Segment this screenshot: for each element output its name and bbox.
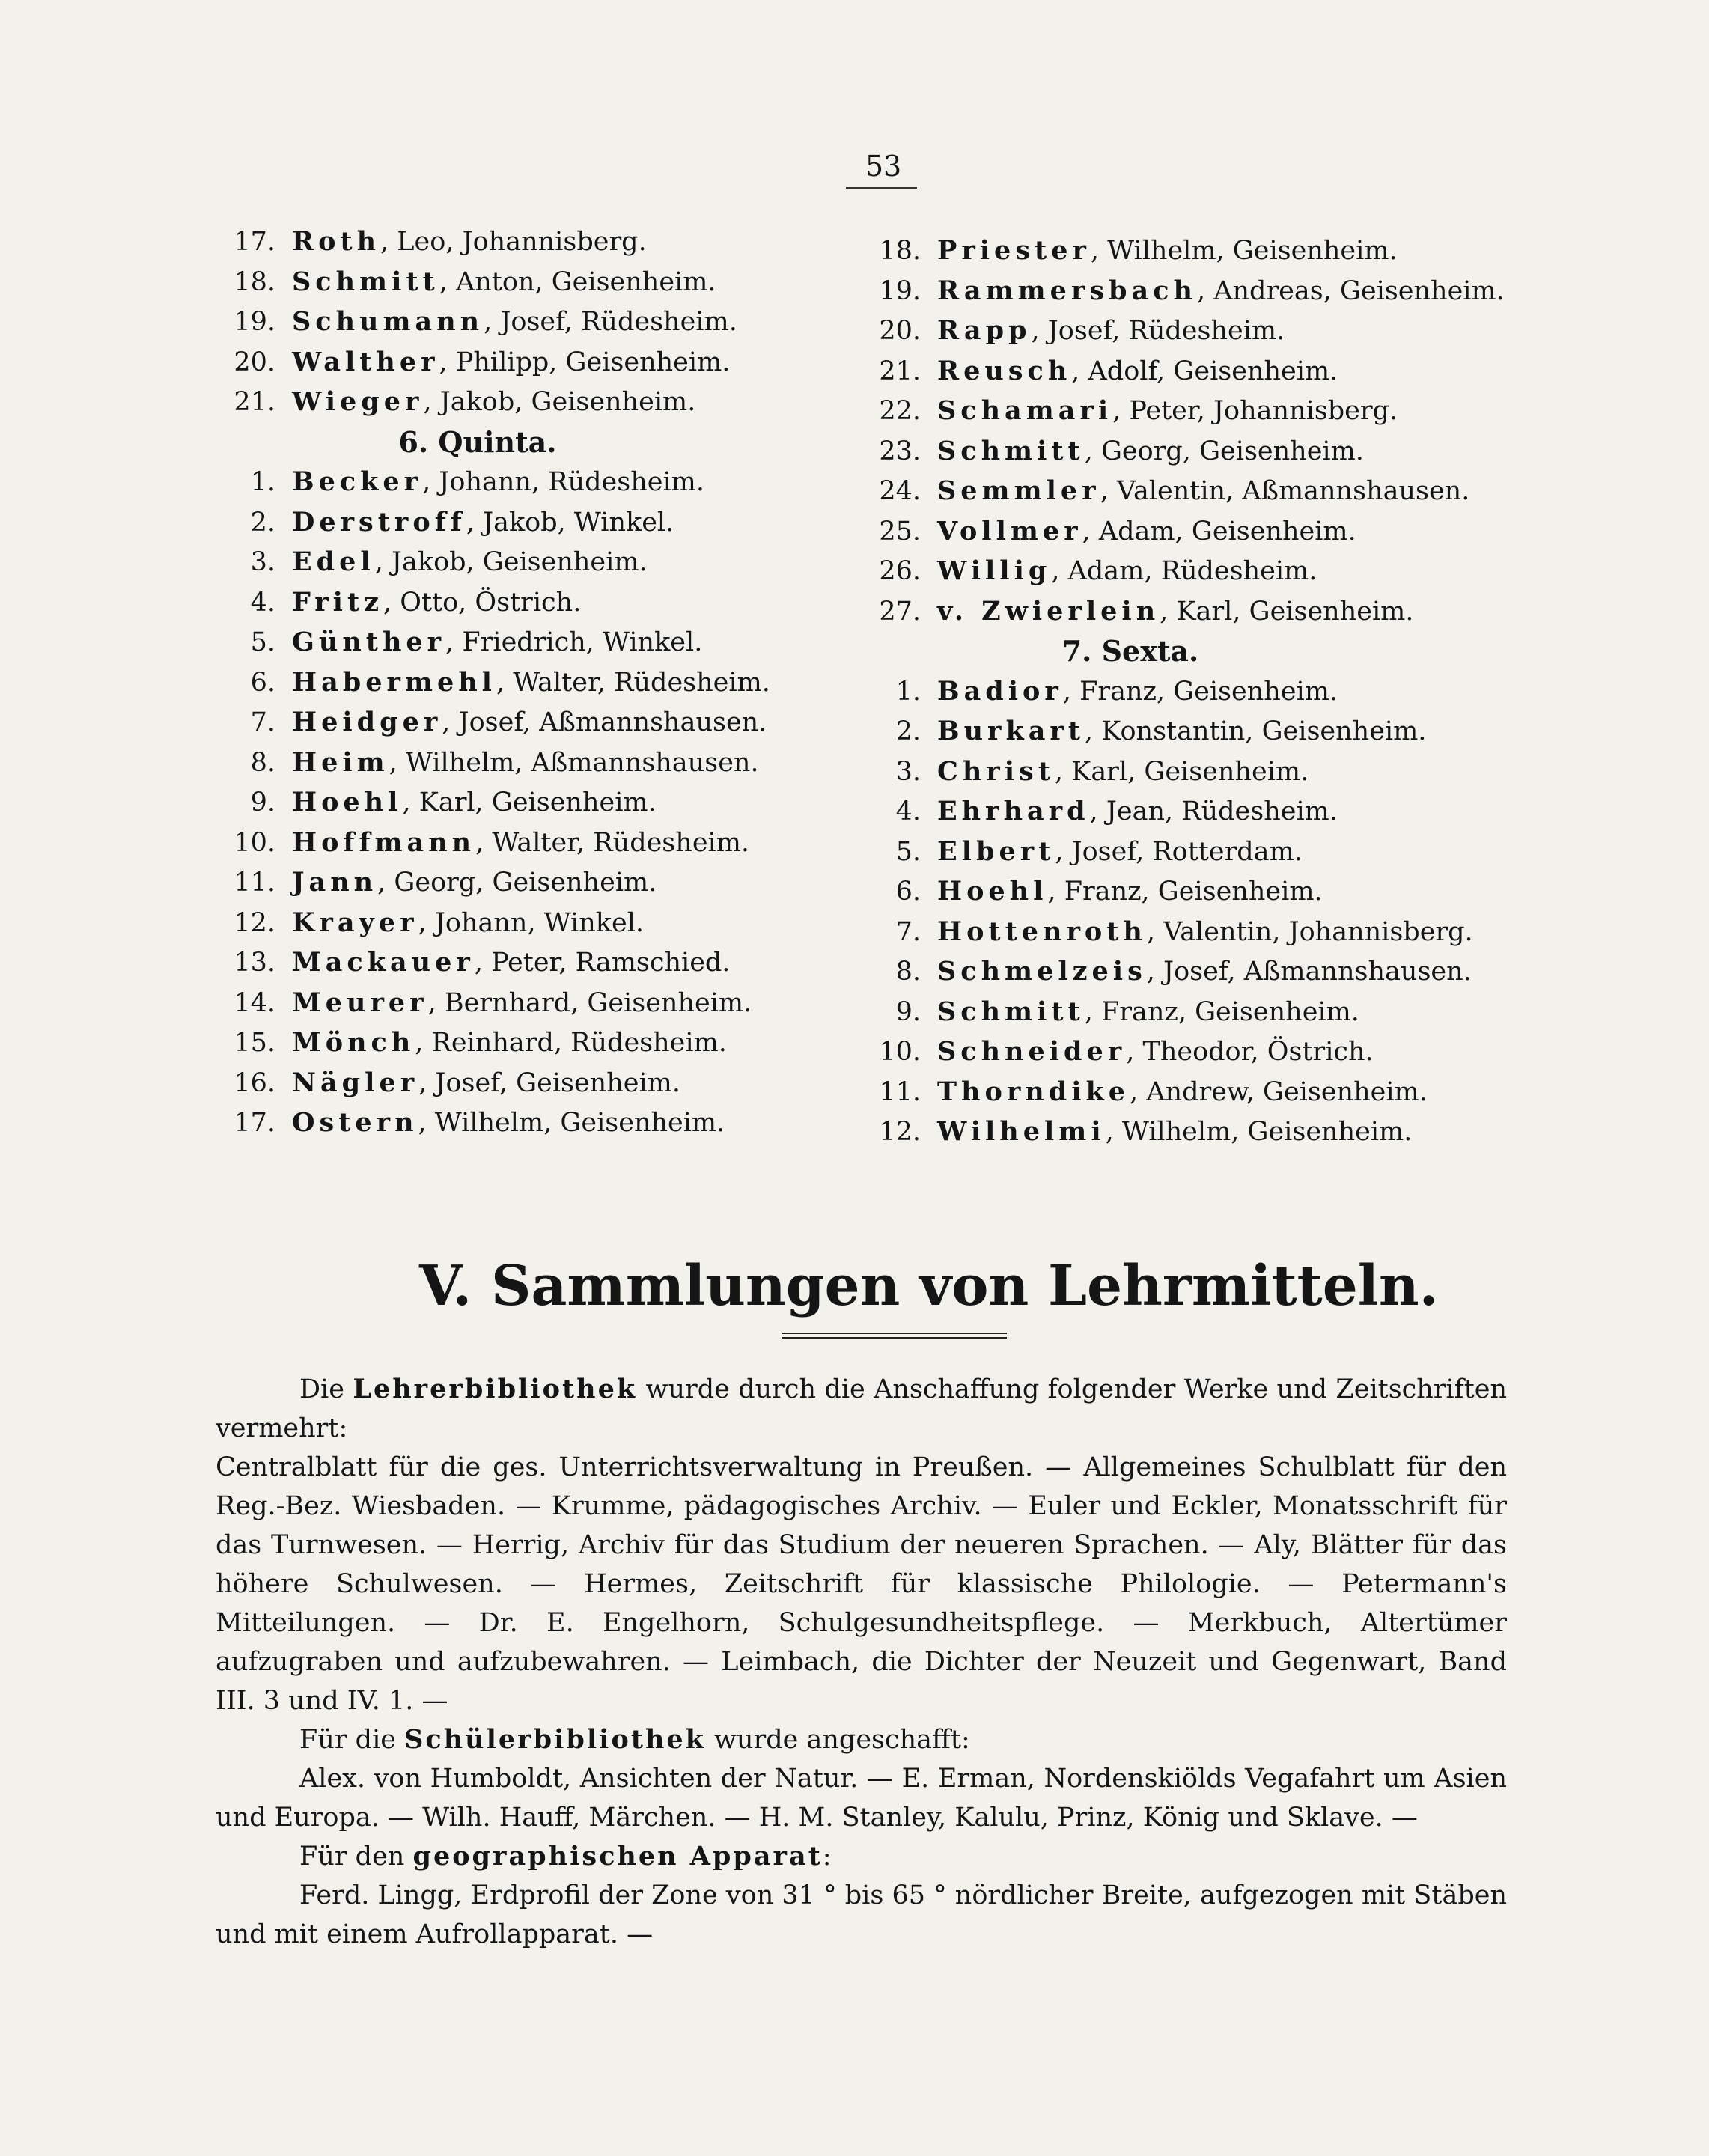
entry-surname: Nägler	[292, 1067, 419, 1098]
entry-details: , Peter, Ramschied.	[474, 948, 731, 978]
entry-number: 9.	[895, 996, 921, 1027]
entry-number: 21.	[879, 356, 921, 386]
entry-surname: Schamari	[937, 395, 1113, 426]
entry-number: 13.	[234, 948, 275, 978]
entry-details: , Franz, Geisenheim.	[1084, 996, 1359, 1027]
entry-details: , Konstantin, Geisenheim.	[1085, 716, 1427, 746]
entry-details: , Franz, Geisenheim.	[1062, 676, 1338, 707]
entry-surname: Schmitt	[937, 435, 1085, 466]
text-span: Für den	[299, 1842, 413, 1872]
student-entry	[216, 462, 859, 502]
entry-surname: Wilhelmi	[937, 1116, 1106, 1147]
entry-surname: Schneider	[937, 1036, 1127, 1067]
entry-number: 9.	[250, 788, 275, 817]
entry-surname: Derstroff	[292, 506, 466, 538]
student-entry	[216, 983, 859, 1023]
entry-details: , Karl, Geisenheim.	[402, 788, 657, 817]
entry-number: 1.	[250, 467, 275, 497]
entry-surname: Rammersbach	[937, 275, 1197, 306]
entry-details: , Walter, Rüdesheim.	[475, 827, 750, 858]
entry-details: , Franz, Geisenheim.	[1047, 877, 1323, 907]
student-entry	[216, 582, 859, 623]
text-span: Centralblatt für die ges. Unterrichtsverwaltung in Preußen. — Allgemeines Schulblatt für den Reg.-Bez. Wiesbaden. — Krumme, pädagogisches Archiv. — Euler und Eckler, Monatsschrift für das Turnwesen. — Herrig, Archiv für das Studium der neueren Sprachen. — Aly, Blätter für das höhere Schulwesen. — Hermes, Zeitschrift für klassische Philologie. — Petermann's Mitteilungen. — Dr. E. Engelhorn, Schulgesundheitspflege. — Merkbuch, Altertümer aufzugraben und aufzubewahren. — Leimbach, die Dichter der Neuzeit und Gegenwart, Band III. 3 und IV. 1. —	[216, 1452, 1507, 1716]
entry-number: 24.	[879, 476, 921, 506]
student-entry	[861, 431, 1535, 472]
entry-details: , Wilhelm, Geisenheim.	[1105, 1117, 1413, 1147]
entry-details: , Andrew, Geisenheim.	[1130, 1077, 1428, 1107]
entry-number: 4.	[250, 587, 275, 618]
text-span: Ferd. Lingg, Erdprofil der Zone von 31 ° bis 65 ° nördlicher Breite, aufgezogen mit Stäben und mit einem Aufrollapparat. —	[216, 1881, 1507, 1949]
entry-surname: Meurer	[292, 987, 428, 1018]
entry-number: 15.	[234, 1028, 275, 1058]
entry-number: 7.	[895, 916, 921, 947]
text-span: :	[822, 1842, 832, 1872]
entry-details: , Jean, Rüdesheim.	[1089, 797, 1338, 826]
entry-details: , Adam, Rüdesheim.	[1051, 556, 1317, 586]
entry-details: , Josef, Rüdesheim.	[1031, 316, 1285, 346]
paragraph-student-library-intro	[216, 1720, 1507, 1759]
entry-surname: Krayer	[292, 907, 418, 938]
student-entry	[861, 752, 1535, 792]
entry-surname: Reusch	[937, 355, 1072, 386]
student-entry	[216, 1063, 859, 1103]
student-entry	[861, 951, 1535, 992]
entry-details: , Reinhard, Rüdesheim.	[415, 1028, 727, 1058]
entry-number: 2.	[895, 716, 921, 746]
entry-details: , Josef, Aßmannshausen.	[1146, 957, 1472, 987]
section-body	[216, 1370, 1507, 1954]
student-entry	[861, 231, 1535, 271]
entry-details: , Josef, Rotterdam.	[1055, 836, 1303, 867]
entry-details: , Philipp, Geisenheim.	[439, 347, 731, 377]
entry-number: 8.	[250, 747, 275, 778]
student-entry	[216, 943, 859, 983]
entry-number: 21.	[234, 387, 275, 417]
entry-details: , Leo, Johannisberg.	[380, 227, 647, 257]
entry-number: 10.	[234, 827, 275, 858]
entry-number: 26.	[879, 556, 921, 586]
entry-surname: v. Zwierlein	[937, 595, 1160, 627]
entry-surname: Vollmer	[937, 515, 1082, 546]
entry-details: , Jakob, Geisenheim.	[374, 547, 648, 577]
text-span: wurde angeschafft:	[705, 1725, 970, 1755]
entry-number: 17.	[234, 1108, 275, 1138]
entry-number: 8.	[895, 957, 921, 987]
entry-surname: Schumann	[292, 306, 484, 337]
student-entry	[861, 871, 1535, 912]
entry-surname: Wieger	[292, 386, 424, 417]
student-entry	[216, 262, 859, 302]
student-entry	[861, 672, 1535, 712]
student-list-right-column	[861, 231, 1535, 1152]
student-entry	[216, 502, 859, 543]
student-entry	[216, 342, 859, 383]
entry-number: 22.	[879, 396, 921, 426]
entry-number: 19.	[234, 307, 275, 337]
entry-number: 7.	[250, 707, 275, 737]
student-entry	[216, 702, 859, 743]
entry-surname: Fritz	[292, 586, 384, 618]
entry-details: , Anton, Geisenheim.	[439, 267, 716, 297]
text-span: wurde durch die Anschaffung folgender Werke und Zeitschriften vermehrt:	[216, 1374, 1508, 1443]
entry-number: 27.	[879, 596, 921, 627]
entry-number: 18.	[879, 236, 921, 266]
entry-number: 11.	[234, 868, 275, 898]
entry-surname: Ostern	[292, 1107, 418, 1138]
entry-surname: Walther	[292, 346, 439, 377]
entry-surname: Habermehl	[292, 666, 496, 698]
student-entry	[216, 302, 859, 342]
entry-details: , Jakob, Winkel.	[466, 507, 674, 538]
entry-details: , Karl, Geisenheim.	[1054, 756, 1309, 787]
entry-number: 17.	[234, 227, 275, 257]
student-entry	[216, 622, 859, 663]
entry-number: 12.	[234, 907, 275, 938]
student-entry	[861, 591, 1535, 632]
entry-surname: Thorndike	[937, 1076, 1130, 1107]
entry-number: 5.	[250, 627, 275, 657]
entry-surname: Günther	[292, 627, 446, 657]
entry-surname: Elbert	[937, 835, 1055, 867]
entry-surname: Schmitt	[292, 266, 439, 297]
entry-details: , Johann, Rüdesheim.	[422, 467, 704, 497]
entry-details: , Wilhelm, Geisenheim.	[1090, 236, 1398, 266]
entry-surname: Edel	[292, 546, 375, 577]
entry-details: , Peter, Johannisberg.	[1112, 396, 1398, 426]
paragraph-teacher-library-intro	[216, 1370, 1507, 1448]
entry-surname: Hoehl	[937, 876, 1048, 907]
entry-number: 3.	[895, 756, 921, 787]
entry-number: 2.	[250, 507, 275, 538]
geography-apparatus-term: geographischen Apparat	[412, 1841, 823, 1872]
entry-details: , Johann, Winkel.	[418, 907, 645, 938]
entry-details: , Adam, Geisenheim.	[1082, 516, 1356, 546]
entry-details: , Andreas, Geisenheim.	[1196, 275, 1505, 306]
title-ornament-rule	[782, 1333, 1007, 1339]
entry-surname: Burkart	[937, 716, 1085, 746]
entry-surname: Mönch	[292, 1027, 415, 1058]
entry-details: , Valentin, Aßmannshausen.	[1100, 476, 1470, 506]
entry-surname: Priester	[937, 235, 1091, 266]
entry-number: 18.	[234, 267, 275, 297]
entry-surname: Schmitt	[937, 996, 1085, 1027]
entry-details: , Georg, Geisenheim.	[377, 868, 657, 898]
student-entry	[216, 1103, 859, 1143]
entry-surname: Rapp	[937, 315, 1032, 346]
paragraph-geography-list	[216, 1876, 1507, 1954]
entry-surname: Hoehl	[292, 787, 403, 817]
entry-details: , Otto, Östrich.	[383, 587, 582, 618]
student-entry	[861, 1072, 1535, 1112]
paragraph-teacher-library-list	[132, 1448, 1507, 1720]
entry-surname: Heidger	[292, 707, 442, 737]
entry-surname: Willig	[937, 555, 1052, 586]
entry-surname: Mackauer	[292, 947, 475, 978]
entry-surname: Schmelzeis	[937, 956, 1147, 987]
entry-details: , Josef, Geisenheim.	[418, 1068, 680, 1098]
entry-surname: Hottenroth	[937, 916, 1147, 947]
student-entry	[216, 782, 859, 823]
entry-details: , Wilhelm, Geisenheim.	[418, 1108, 725, 1138]
student-entry	[861, 1032, 1535, 1072]
entry-number: 20.	[879, 316, 921, 346]
paragraph-student-library-list	[216, 1759, 1507, 1837]
entry-number: 4.	[895, 797, 921, 826]
entry-surname: Jann	[292, 867, 378, 898]
entry-surname: Becker	[292, 466, 423, 497]
entry-number: 5.	[895, 836, 921, 867]
page-number: 53	[865, 150, 902, 183]
student-entry	[861, 551, 1535, 591]
entry-number: 6.	[250, 667, 275, 698]
entry-number: 16.	[234, 1068, 275, 1098]
student-entry	[861, 992, 1535, 1032]
entry-surname: Badior	[937, 675, 1063, 707]
student-list-left-column	[216, 222, 859, 1143]
text-span: Alex. von Humboldt, Ansichten der Natur. — E. Erman, Nordenskiölds Vegafahrt um Asien und Europa. — Wilh. Hauff, Märchen. — H. M. Stanley, Kalulu, Prinz, König und Sklave. —	[216, 1764, 1507, 1833]
entry-details: , Theodor, Östrich.	[1126, 1037, 1374, 1067]
student-entry	[861, 912, 1535, 952]
paragraph-geography-intro	[216, 1837, 1507, 1876]
entry-number: 14.	[234, 987, 275, 1018]
entry-surname: Roth	[292, 226, 381, 257]
entry-details: , Georg, Geisenheim.	[1084, 436, 1364, 466]
student-entry	[216, 382, 859, 422]
entry-details: , Josef, Aßmannshausen.	[442, 707, 767, 737]
entry-details: , Friedrich, Winkel.	[445, 627, 703, 657]
entry-details: , Karl, Geisenheim.	[1160, 596, 1414, 627]
student-entry	[861, 471, 1535, 511]
entry-surname: Christ	[937, 755, 1055, 787]
entry-number: 3.	[250, 547, 275, 577]
student-entry	[216, 222, 859, 262]
entry-number: 1.	[895, 676, 921, 707]
section-title: V. Sammlungen von Lehrmitteln.	[419, 1254, 1439, 1318]
entry-number: 23.	[879, 436, 921, 466]
entry-number: 6.	[895, 877, 921, 907]
class-heading: 7. Sexta.	[1061, 634, 1199, 668]
student-entry	[861, 791, 1535, 832]
entry-number: 10.	[879, 1037, 921, 1067]
class-heading: 6. Quinta.	[398, 424, 557, 459]
entry-number: 12.	[879, 1117, 921, 1147]
page-number-rule	[846, 187, 917, 189]
text-span: Für die	[299, 1725, 405, 1755]
entry-number: 19.	[879, 275, 921, 306]
entry-number: 11.	[879, 1077, 921, 1107]
student-entry	[861, 271, 1535, 311]
entry-surname: Heim	[292, 746, 389, 778]
student-entry	[216, 542, 859, 582]
student-entry	[216, 743, 859, 783]
entry-surname: Semmler	[937, 475, 1100, 506]
student-entry	[861, 391, 1535, 431]
entry-details: , Adolf, Geisenheim.	[1071, 356, 1338, 386]
entry-details: , Walter, Rüdesheim.	[496, 667, 770, 698]
entry-details: , Wilhelm, Aßmannshausen.	[389, 747, 759, 778]
student-entry	[861, 711, 1535, 752]
student-entry	[216, 862, 859, 903]
student-entry	[861, 511, 1535, 552]
text-span: Die	[299, 1374, 353, 1404]
entry-surname: Ehrhard	[937, 796, 1090, 826]
student-entry	[216, 1023, 859, 1063]
entry-surname: Hoffmann	[292, 826, 476, 858]
entry-number: 25.	[879, 516, 921, 546]
student-entry	[861, 1112, 1535, 1152]
student-entry	[216, 903, 859, 943]
entry-details: , Jakob, Geisenheim.	[423, 387, 696, 417]
entry-number: 20.	[234, 347, 275, 377]
teacher-library-term: Lehrerbibliothek	[353, 1374, 638, 1404]
student-entry	[861, 832, 1535, 872]
student-entry	[216, 663, 859, 703]
entry-details: , Bernhard, Geisenheim.	[427, 987, 752, 1018]
entry-details: , Valentin, Johannisberg.	[1146, 916, 1473, 947]
student-entry	[861, 351, 1535, 392]
entry-details: , Josef, Rüdesheim.	[484, 307, 737, 337]
student-entry	[216, 823, 859, 863]
student-library-term: Schülerbibliothek	[404, 1724, 706, 1755]
student-entry	[861, 311, 1535, 351]
